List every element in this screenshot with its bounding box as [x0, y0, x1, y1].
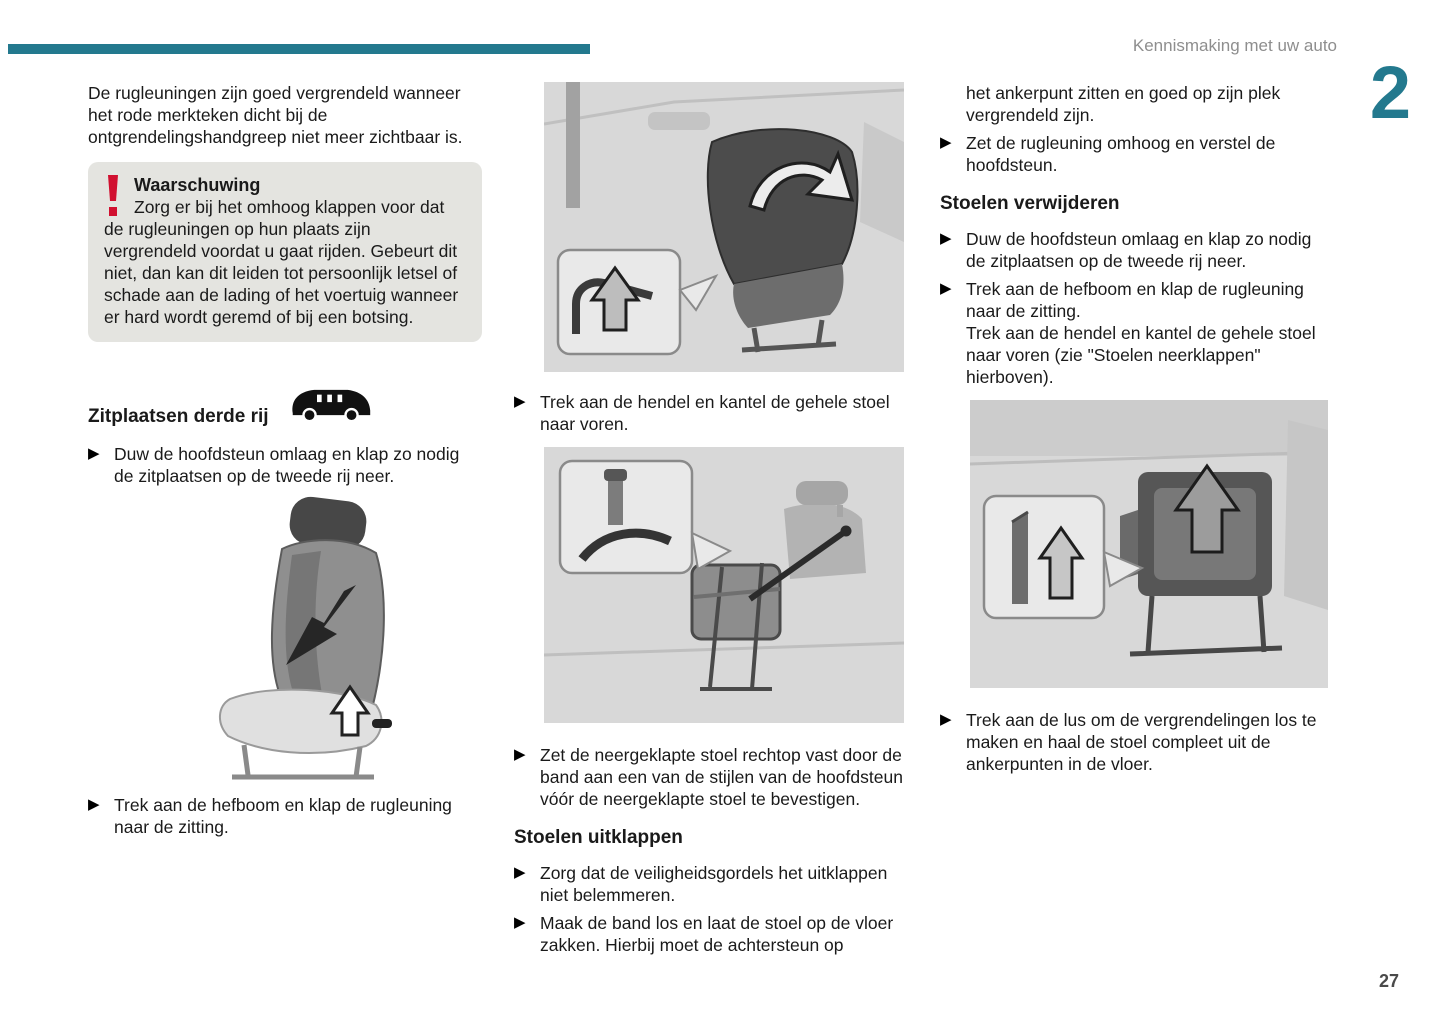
bullet-arrow-icon: ▶: [514, 746, 526, 763]
instruction-text: Duw de hoofdsteun omlaag en klap zo nodig de zitplaatsen op de tweede rij neer.: [114, 444, 460, 486]
column-left: [88, 82, 482, 838]
instruction-item: [88, 443, 482, 487]
warning-box: [88, 162, 482, 342]
section-heading-text: Stoelen uitklappen: [514, 827, 683, 848]
van-third-row-icon: [289, 384, 373, 429]
intro-paragraph: De rugleuningen zijn goed vergrendeld wanneer het rode merkteken dicht bij de ontgrendelingshandgreep niet meer zichtbaar is.: [88, 83, 463, 147]
bullet-arrow-icon: ▶: [940, 230, 952, 247]
instruction-text: Trek aan de hendel en kantel de gehele stoel naar voren.: [540, 392, 890, 434]
column-middle: [514, 82, 906, 956]
instruction-text: Duw de hoofdsteun omlaag en klap zo nodig de zitplaatsen op de tweede rij neer.: [966, 229, 1312, 271]
bullet-arrow-icon: ▶: [514, 914, 526, 931]
instruction-text: Zet de neergeklapte stoel rechtop vast door de band aan een van de stijlen van de hoofdsteun vóór de neergeklapte stoel te bevestigen.: [540, 745, 903, 809]
instruction-line: Trek aan de hefboom en klap de rugleuning naar de zitting.: [966, 279, 1304, 321]
section-heading-unfold: [514, 826, 906, 850]
instruction-text: Trek aan de hefboom en klap de rugleuning naar de zitting.: [114, 795, 452, 837]
instruction-item: [940, 132, 1332, 176]
instruction-item: [514, 912, 906, 956]
accent-rule: [8, 44, 590, 54]
warning-exclamation-icon: [104, 174, 122, 218]
bullet-arrow-icon: ▶: [514, 864, 526, 881]
instruction-text: Trek aan de lus om de vergrendelingen los te maken en haal de stoel compleet uit de ankerpunten in de vloer.: [966, 710, 1317, 774]
illustration-seat-fold-backrest: [174, 493, 482, 786]
bullet-arrow-icon: ▶: [940, 711, 952, 728]
bullet-arrow-icon: ▶: [940, 280, 952, 297]
warning-body: Zorg er bij het omhoog klappen voor dat de rugleuningen op hun plaats zijn vergrendeld voordat u gaat rijden. Gebeurt dit niet, dan kan dit leiden tot persoonlijk letsel of schade aan de lading of het voertuig wanneer er hard wordt geremd of bij een botsing.: [104, 197, 459, 327]
instruction-line: Trek aan de hendel en kantel de gehele stoel naar voren (zie "Stoelen neerklappen" hierboven).: [966, 323, 1316, 387]
illustration-seat-remove: [970, 400, 1332, 693]
chapter-number: 2: [1369, 51, 1411, 134]
bullet-arrow-icon: ▶: [514, 393, 526, 410]
instruction-text: Maak de band los en laat de stoel op de vloer zakken. Hierbij moet de achtersteun op: [540, 913, 894, 955]
instruction-item: [940, 228, 1332, 272]
illustration-seat-strap-secure: [544, 447, 906, 728]
instruction-text: Zet de rugleuning omhoog en verstel de hoofdsteun.: [966, 133, 1276, 175]
section-heading-third-row: [88, 384, 482, 429]
instruction-text: [966, 278, 1332, 388]
instruction-item: [514, 744, 906, 810]
warning-title: Waarschuwing: [134, 175, 261, 195]
section-heading-text: Stoelen verwijderen: [940, 193, 1120, 214]
instruction-item: [940, 709, 1332, 775]
page-number: 27: [1378, 971, 1399, 991]
instruction-text: Zorg dat de veiligheidsgordels het uitklappen niet belemmeren.: [540, 863, 888, 905]
section-heading-text: Zitplaatsen derde rij: [88, 406, 269, 427]
instruction-item: [88, 794, 482, 838]
column-right: [940, 82, 1332, 775]
section-heading-remove: [940, 192, 1332, 216]
illustration-seat-tilt-forward: [544, 82, 906, 377]
running-header: Kennismaking met uw auto: [1132, 36, 1337, 55]
instruction-item: [514, 862, 906, 906]
instruction-item: [940, 278, 1332, 388]
instruction-item: [514, 391, 906, 435]
bullet-arrow-icon: ▶: [88, 796, 100, 813]
bullet-arrow-icon: ▶: [88, 445, 100, 462]
bullet-arrow-icon: ▶: [940, 134, 952, 151]
continuation-paragraph: het ankerpunt zitten en goed op zijn plek vergrendeld zijn.: [966, 83, 1281, 125]
